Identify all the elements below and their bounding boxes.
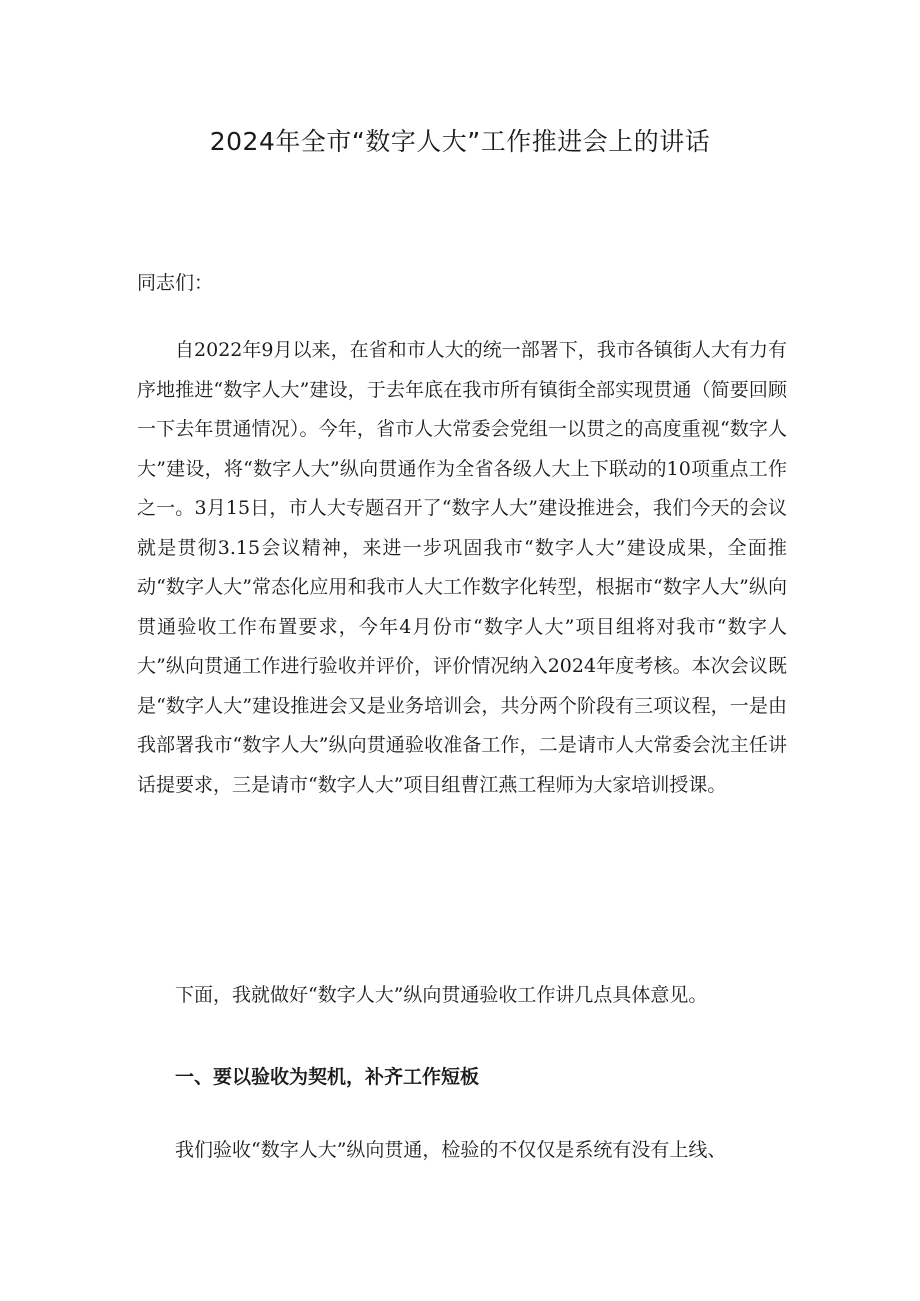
document-title: 2024年全市“数字人大”工作推进会上的讲话 <box>209 127 711 156</box>
paragraph-transition: 下面，我就做好“数字人大”纵向贯通验收工作讲几点具体意见。 <box>175 984 708 1006</box>
section-heading: 一、要以验收为契机，补齐工作短板 <box>175 1066 480 1088</box>
section-paragraph: 我们验收“数字人大”纵向贯通，检验的不仅仅是系统有没有上线、 <box>175 1139 727 1161</box>
salutation: 同志们： <box>137 272 214 294</box>
paragraph-intro: 自2022年9月以来，在省和市人大的统一部署下，我市各镇街人大有力有序地推进“数字人大”建设，于去年底在我市所有镇街全部实现贯通（简要回顾一下去年贯通情况）。今年，省市人大常委会党组一以贯之的高度重视“数字人大”建设，将“数字人大”纵向贯通作为全省各级人大上下联动的10项重点工作之一。3月15日，市人大专题召开了“数字人大”建设推进会，我们今天的会议就是贯彻3.15会议精神，来进一步巩固我市“数字人大”建设成果，全面推动“数字人大”常态化应用和我市人大工作数字化转型，根据市“数字人大”纵向贯通验收工作布置要求，今年4月份市“数字人大”项目组将对我市“数字人大”纵向贯通工作进行验收并评价，评价情况纳入2024年度考核。本次会议既是“数字人大”建设推进会又是业务培训会，共分两个阶段有三项议程，一是由我部署我市“数字人大”纵向贯通验收准备工作，二是请市人大常委会沈主任讲话提要求，三是请市“数字人大”项目组曹江燕工程师为大家培训授课。 <box>137 339 787 796</box>
